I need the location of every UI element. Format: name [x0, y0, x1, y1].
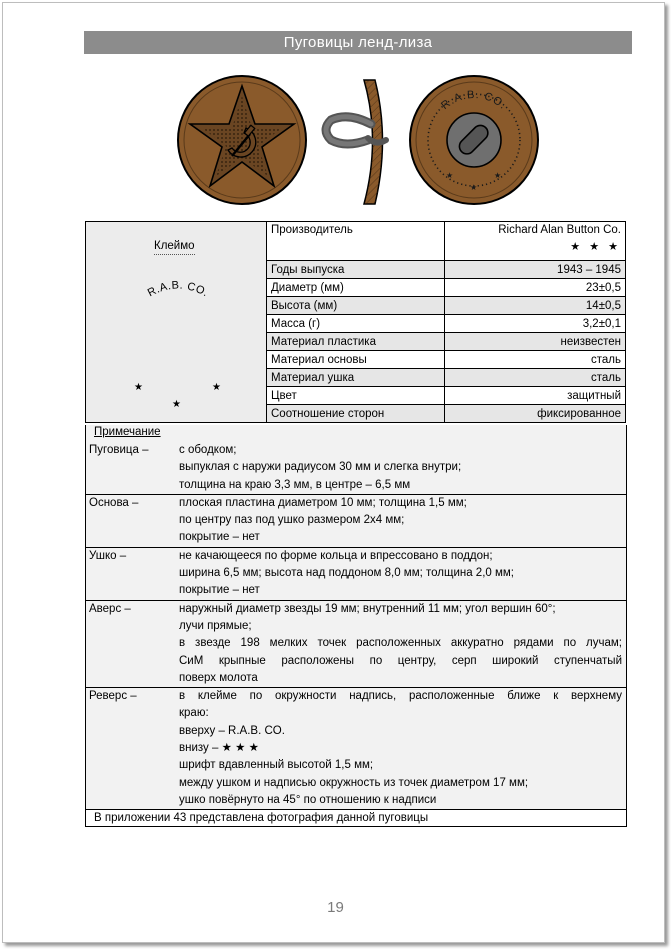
- note-line: покрытие – нет: [179, 584, 260, 597]
- note-lines: [179, 601, 626, 687]
- spec-label: Цвет: [267, 387, 445, 405]
- spec-value: защитный: [445, 387, 626, 405]
- note-label: Аверс –: [89, 602, 131, 615]
- spec-value: 14±0,5: [445, 297, 626, 315]
- note-lines: [179, 442, 626, 494]
- note-line: толщина на краю 3,3 мм, в центре – 6,5 мм: [179, 478, 411, 491]
- spec-value: 3,2±0,1: [445, 315, 626, 333]
- note-label: Пуговица –: [89, 444, 149, 456]
- button-obverse: [178, 76, 306, 204]
- note-line: шрифт вдавленный высотой 1,5 мм;: [179, 759, 374, 772]
- spec-value: [445, 222, 626, 261]
- svg-text:R.A.B. CO.: [146, 279, 211, 299]
- note-line: лучи прямые;: [179, 619, 252, 632]
- note-lines: [179, 688, 626, 809]
- spec-value: сталь: [445, 369, 626, 387]
- spec-table: [85, 221, 626, 423]
- stamp-drawing: [86, 222, 266, 425]
- spec-value: 1943 – 1945: [445, 261, 626, 279]
- spec-label: Диаметр (мм): [267, 279, 445, 297]
- spec-label: Годы выпуска: [267, 261, 445, 279]
- svg-text:★: ★: [470, 183, 478, 192]
- note-block: [86, 494, 626, 547]
- note-line: ушко повёрнуто на 45° по отношению к надписи: [179, 793, 437, 806]
- svg-text:★: ★: [446, 171, 454, 180]
- stamp-label: Клеймо: [154, 240, 195, 255]
- spec-label: Материал основы: [267, 351, 445, 369]
- note-line: ширина 6,5 мм; высота над поддоном 8,0 мм; толщина 2,0 мм;: [179, 567, 514, 580]
- note-line: наружный диаметр звезды 19 мм; внутренний 11 мм; угол вершин 60°;: [179, 602, 556, 615]
- stamp-cell: [86, 222, 267, 423]
- spec-label: Высота (мм): [267, 297, 445, 315]
- spec-value: неизвестен: [445, 333, 626, 351]
- spec-value: фиксированное: [445, 405, 626, 423]
- note-line: с ободком;: [179, 444, 237, 456]
- note-block: [86, 547, 626, 600]
- page-number: 19: [327, 899, 344, 916]
- note-line: покрытие – нет: [179, 531, 260, 544]
- note-line: в звезде 198 мелких точек расположенных аккуратно рядами по лучам;: [179, 637, 622, 650]
- spec-label: Материал ушка: [267, 369, 445, 387]
- note-lines: [179, 495, 626, 547]
- note-block: [86, 442, 626, 494]
- stamp-top-text: R.A.B. CO.: [145, 279, 211, 300]
- note-line: плоская пластина диаметром 10 мм; толщина 1,5 мм;: [179, 496, 467, 509]
- note-label: Ушко –: [89, 549, 127, 562]
- note-blocks: [86, 442, 626, 809]
- notes-heading: Примечание: [94, 426, 161, 438]
- spec-value: сталь: [445, 351, 626, 369]
- note-block: [86, 687, 626, 809]
- note-line: по центру паз под ушко размером 2х4 мм;: [179, 514, 405, 527]
- spec-value: 23±0,5: [445, 279, 626, 297]
- svg-text:★: ★: [172, 399, 181, 410]
- note-line: не качающееся по форме кольца и впрессовано в поддон;: [179, 549, 493, 562]
- svg-text:★: ★: [494, 171, 502, 180]
- notes-section: [85, 425, 627, 827]
- manufacturer-stars: ★ ★ ★: [570, 241, 621, 253]
- note-line: вверху – R.A.B. CO.: [179, 724, 285, 737]
- svg-text:★: ★: [134, 382, 143, 393]
- page-title: Пуговицы ленд-лиза: [84, 31, 632, 54]
- notes-footer: В приложении 43 представлена фотография данной пуговицы: [86, 809, 626, 826]
- note-lines: [179, 548, 626, 600]
- note-label: Реверс –: [89, 690, 137, 703]
- button-reverse: [410, 76, 538, 204]
- spec-label: Соотношение сторон: [267, 405, 445, 423]
- note-label: Основа –: [89, 496, 139, 509]
- spec-label: Производитель: [267, 222, 445, 261]
- note-block: [86, 600, 626, 687]
- spec-label: Материал пластика: [267, 333, 445, 351]
- manufacturer-value: Richard Alan Button Co.: [498, 224, 621, 236]
- note-line: между ушком и надписью окружность из точек диаметром 17 мм;: [179, 776, 529, 789]
- button-illustrations: [176, 68, 546, 216]
- reverse-stamp-text: R.A.B. CO.: [439, 88, 510, 113]
- note-line: внизу – ★ ★ ★: [179, 742, 259, 755]
- svg-text:★: ★: [212, 382, 221, 393]
- button-side-view: [326, 80, 386, 204]
- note-line: выпуклая с наружи радиусом 30 мм и слегка внутри;: [179, 461, 462, 474]
- note-line: в клейме по окружности надпись, расположенные ближе к верхнему: [179, 690, 622, 703]
- note-line: поверх молота: [179, 671, 258, 684]
- note-line: краю:: [179, 707, 209, 720]
- note-line: СиМ крыпные расположены по центру, серп широкий ступенчатый: [179, 654, 622, 667]
- spec-label: Масса (г): [267, 315, 445, 333]
